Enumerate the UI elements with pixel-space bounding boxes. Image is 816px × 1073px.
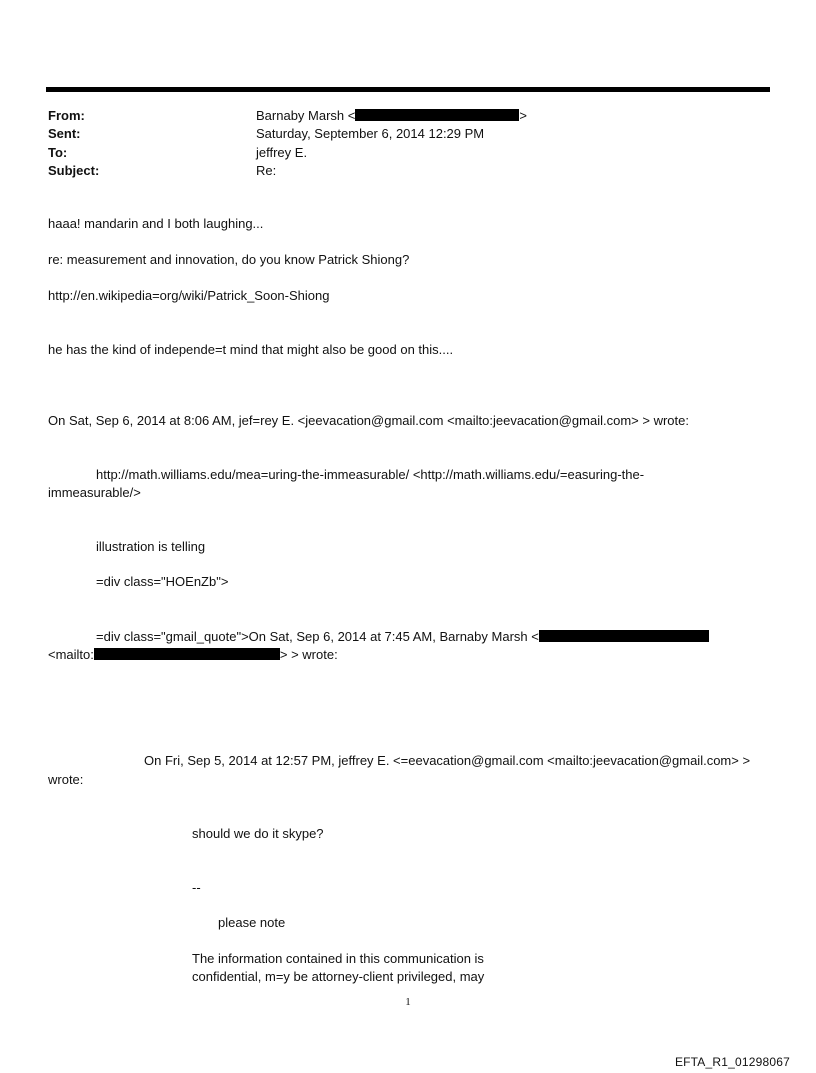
- to-label: To:: [48, 145, 68, 160]
- body-line-laughing: haaa! mandarin and I both laughing...: [48, 216, 264, 231]
- subject-label: Subject:: [48, 163, 100, 178]
- quote1-gmail-quote: [96, 629, 709, 645]
- redaction-block: [94, 648, 280, 660]
- from-open: <: [347, 108, 356, 123]
- bates-number: EFTA_R1_01298067: [674, 1055, 790, 1069]
- gmail-quote-text: =div class="gmail_quote">On Sat, Sep 6, 2014 at 7:45 AM, Barnaby Marsh <: [96, 629, 539, 644]
- quote2-intro: On Fri, Sep 5, 2014 at 12:57 PM, jeffrey E. <=eevacation@gmail.com <mailto:jeevacation@gmail.com> >: [144, 753, 751, 768]
- quote2-confidential-line2: confidential, m=y be attorney-client privileged, may: [192, 969, 485, 984]
- sent-value: Saturday, September 6, 2014 12:29 PM: [256, 126, 485, 141]
- quote2-please-note: please note: [218, 915, 286, 930]
- quote2-confidential-line1: The information contained in this communication is: [192, 951, 484, 966]
- mailto-suffix: > > wrote:: [279, 647, 338, 662]
- redaction-block: [355, 109, 519, 121]
- quote1-url-line1: http://math.williams.edu/mea=uring-the-immeasurable/ <http://math.williams.edu/=easuring-the-: [96, 467, 645, 482]
- subject-value: Re:: [256, 163, 277, 178]
- from-value: [256, 108, 527, 124]
- body-line-measurement: re: measurement and innovation, do you know Patrick Shiong?: [48, 252, 410, 267]
- body-line-wikipedia-link: http://en.wikipedia=org/wiki/Patrick_Soon-Shiong: [48, 288, 330, 303]
- quote1-intro: On Sat, Sep 6, 2014 at 8:06 AM, jef=rey E. <jeevacation@gmail.com <mailto:jeevacation@gmail.com> > wrote:: [48, 413, 689, 428]
- quote2-skype: should we do it skype?: [192, 826, 324, 841]
- quote2-dashes: --: [192, 880, 201, 895]
- sent-label: Sent:: [48, 126, 81, 141]
- page-number: 1: [405, 996, 411, 1008]
- quote1-url-line2: immeasurable/>: [48, 485, 141, 500]
- quote1-mailto-line: [48, 647, 338, 663]
- redaction-block: [539, 630, 709, 642]
- from-label: From:: [48, 108, 85, 123]
- quote1-div-hoenzb: =div class="HOEnZb">: [96, 574, 229, 589]
- from-name: Barnaby Marsh: [256, 108, 345, 123]
- to-value: jeffrey E.: [256, 145, 308, 160]
- body-line-independent: he has the kind of independe=t mind that might also be good on this....: [48, 342, 454, 357]
- mailto-prefix: <mailto:: [48, 647, 94, 662]
- quote1-illustration: illustration is telling: [96, 539, 206, 554]
- quote2-wrote: wrote:: [48, 772, 84, 787]
- from-close: >: [519, 108, 527, 123]
- header-rule: [46, 87, 770, 92]
